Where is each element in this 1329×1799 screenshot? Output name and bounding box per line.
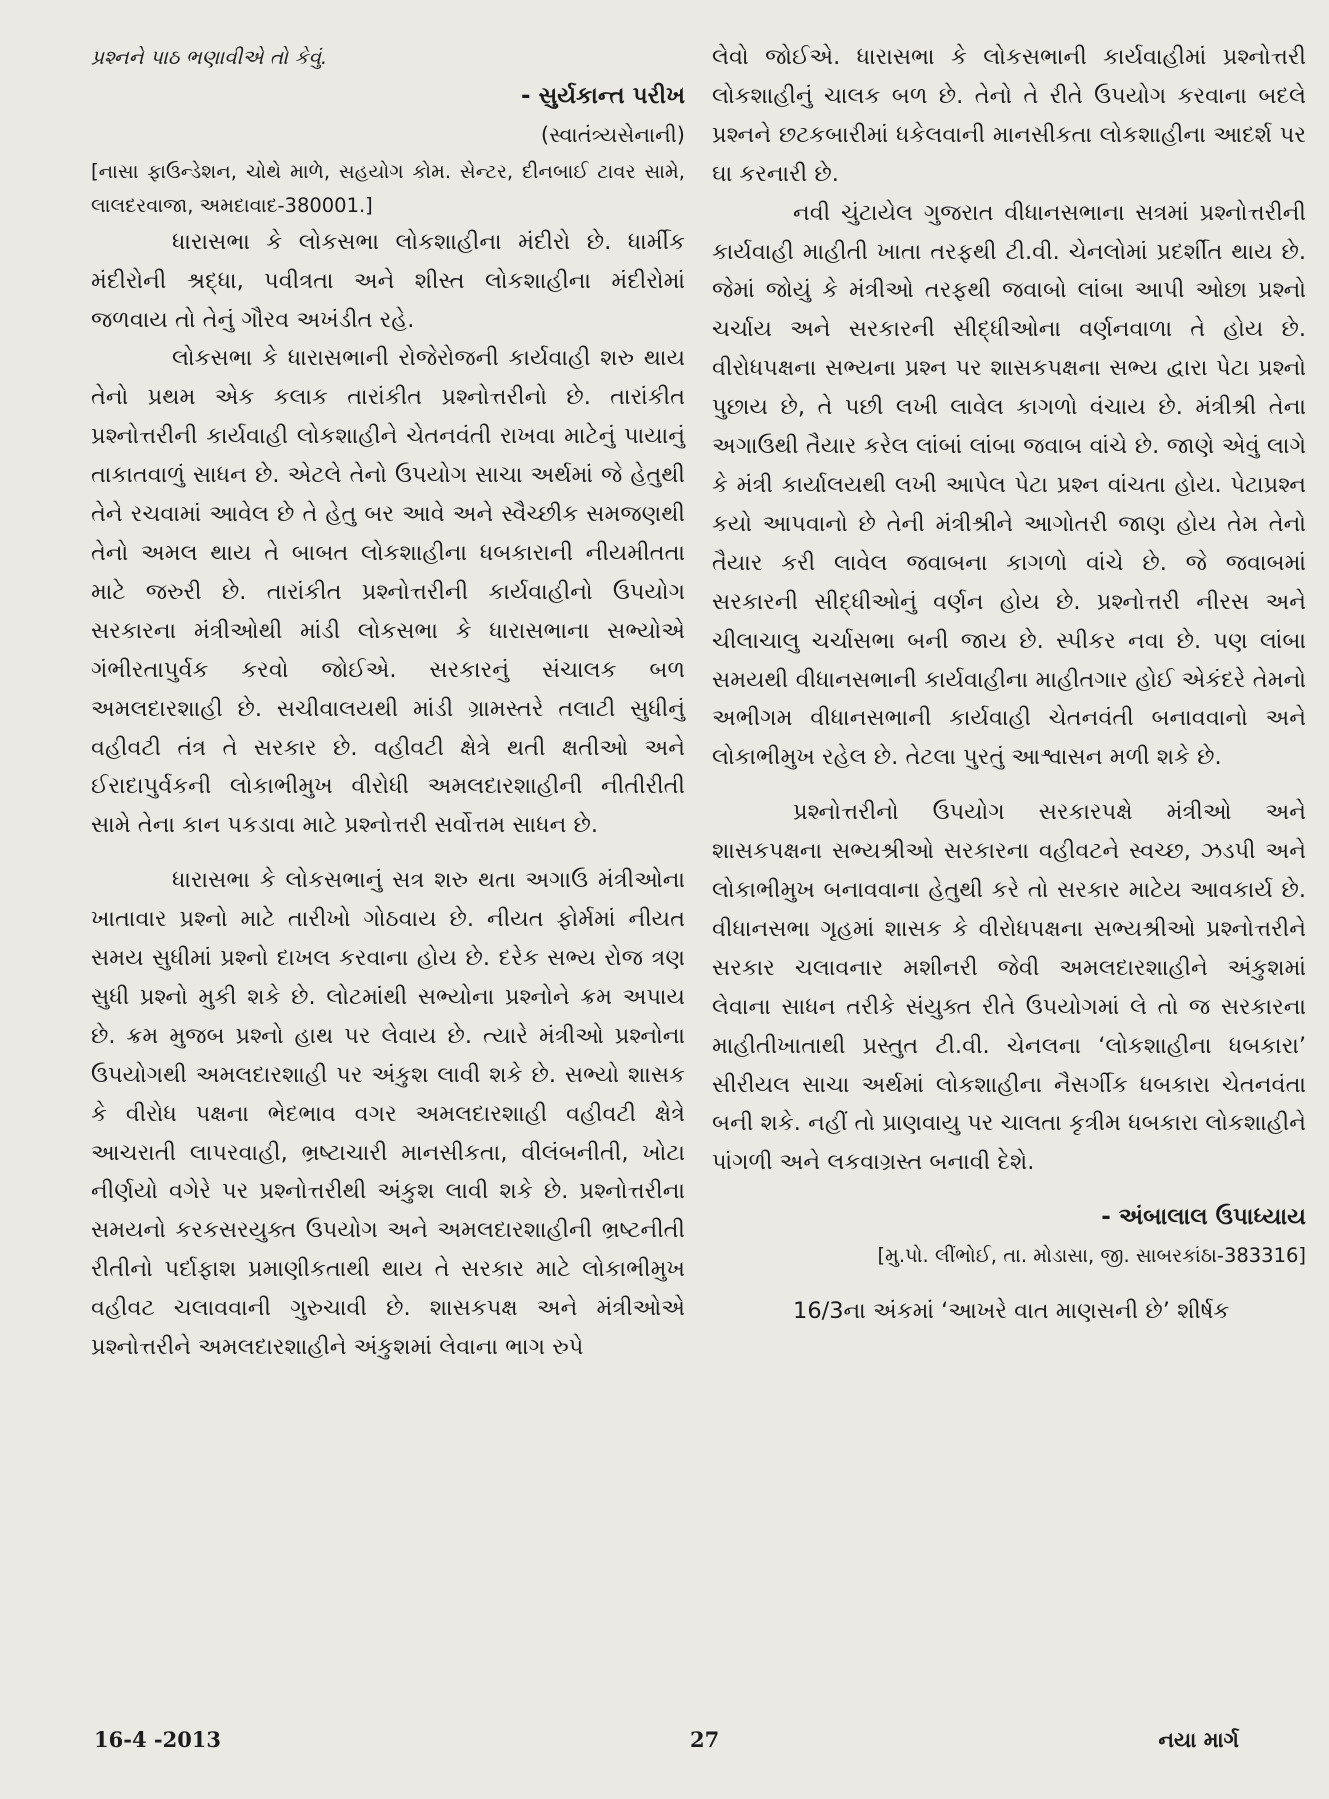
- author-address: [નાસા ફાઉન્ડેશન, ચોથે માળે, સહયોગ કોમ. સેન્ટર, દીનબાઈ ટાવર સામે, લાલદરવાજા, અમદાવાદ-380001.]: [91, 159, 685, 217]
- page-number: 27: [690, 1727, 720, 1752]
- article-paragraph: લોકસભા કે ધારાસભાની રોજેરોજની કાર્યવાહી શરુ થાય તેનો પ્રથમ એક કલાક તારાંકીત પ્રશ્નોત્તરીનો છે. તારાંકીત પ્રશ્નોત્તરીની કાર્યવાહી લોકશાહીને ચેતનવંતી રાખવા માટેનું પાયાનું તાકાતવાળું સાધન છે. એટલે તેનો ઉપયોગ સાચા અર્થમાં જે હેતુથી તેને રચવામાં આવેલ છે તે હેતુ બર આવે અને સ્વૈચ્છીક સમજણથી તેનો અમલ થાય તે બાબત લોકશાહીના ધબકારાની નીયમીતતા માટે જરુરી છે. તારાંકીત પ્રશ્નોત્તરીની કાર્યવાહીનો ઉપયોગ સરકારના મંત્રીઓથી માંડી લોકસભા કે ધારાસભાના સભ્યોએ ગંભીરતાપુર્વક કરવો જોઈએ. સરકારનું સંચાલક બળ અમલદારશાહી છે. સચીવાલયથી માંડી ગ્રામસ્તરે તલાટી સુધીનું વહીવટી તંત્ર તે સરકાર છે. વહીવટી ક્ષેત્રે થતી ક્ષતીઓ અને ઈરાદાપુર્વકની લોકાભીમુખ વીરોધી અમલદારશાહીની નીતીરીતી સામે તેના કાન પકડાવા માટે પ્રશ્નોત્તરી સર્વોત્તમ સાધન છે.: [91, 345, 685, 839]
- author-role: (સ્વાતંત્ર્યસેનાની): [540, 122, 685, 147]
- next-letter-start: 16/3ના અંકમાં ‘આખરે વાત માણસની છે’ શીર્ષક: [793, 1298, 1230, 1325]
- article-paragraph: પ્રશ્નોત્તરીનો ઉપયોગ સરકારપક્ષે મંત્રીઓ અને શાસકપક્ષના સભ્યશ્રીઓ સરકારના વહીવટને સ્વચ્છ, ઝડપી અને લોકાભીમુખ બનાવવાના હેતુથી કરે તો સરકાર માટેય આવકાર્ય છે. વીધાનસભા ગૃહમાં શાસક કે વીરોધપક્ષના સભ્યશ્રીઓ પ્રશ્નોત્તરીને સરકાર ચલાવનાર મશીનરી જેવી અમલદારશાહીને અંકુશમાં લેવાના સાધન તરીકે સંયુક્ત રીતે ઉપયોગમાં લે તો જ સરકારના માહીતીખાતાથી પ્રસ્તુત ટી.વી. ચેનલના ‘લોકશાહીના ધબકારા’ સીરીયલ સાચા અર્થમાં લોકશાહીના નૈસર્ગીક ધબકારા ચેતનવંતા બની શકે. નહીં તો પ્રાણવાયુ પર ચાલતા કૃત્રીમ ધબકારા લોકશાહીને પાંગળી અને લકવાગ્રસ્ત બનાવી દેશે.: [712, 799, 1306, 1176]
- author-address: [મુ.પો. લીંભોઈ, તા. મોડાસા, જી. સાબરકાંઠા-383316]: [877, 1244, 1306, 1268]
- left-column: [91, 38, 685, 1367]
- article-paragraph: ધારાસભા કે લોકસભાનું સત્ર શરુ થતા અગાઉ મંત્રીઓના ખાતાવાર પ્રશ્નો માટે તારીખો ગોઠવાય છે. નીયત ફોર્મમાં નીયત સમય સુધીમાં પ્રશ્નો દાખલ કરવાના હોય છે. દરેક સભ્ય રોજ ત્રણ સુધી પ્રશ્નો મુકી શકે છે. લોટમાંથી સભ્યોના પ્રશ્નોને ક્રમ અપાય છે. ક્રમ મુજબ પ્રશ્નો હાથ પર લેવાય છે. ત્યારે મંત્રીઓ પ્રશ્નોના ઉપયોગથી અમલદારશાહી પર અંકુશ લાવી શકે છે. સભ્યો શાસક કે વીરોધ પક્ષના ભેદભાવ વગર અમલદારશાહી વહીવટી ક્ષેત્રે આચરાતી લાપરવાહી, ભ્રષ્ટાચારી માનસીકતા, વીલંબનીતી, ખોટા નીર્ણયો વગેરે પર પ્રશ્નોત્તરીથી અંકુશ લાવી શકે છે. પ્રશ્નોત્તરીના સમયનો કરકસરયુક્ત ઉપયોગ અને અમલદારશાહીની ભ્રષ્ટનીતી રીતીનો પર્દાફાશ પ્રમાણીકતાથી થાય તે સરકાર માટે લોકાભીમુખ વહીવટ ચલાવવાની ગુરુચાવી છે. શાસકપક્ષ અને મંત્રીઓએ પ્રશ્નોત્તરીને અમલદારશાહીને અંકુશમાં લેવાના ભાગ રુપે: [91, 867, 685, 1361]
- issue-date: 16-4 -2013: [94, 1727, 222, 1752]
- magazine-name: નયા માર્ગ: [1158, 1727, 1239, 1752]
- author-signature: - અંબાલાલ ઉપાધ્યાય: [1101, 1204, 1306, 1231]
- right-column: [712, 38, 1306, 1331]
- article-paragraph: લેવો જોઈએ. ધારાસભા કે લોકસભાની કાર્યવાહીમાં પ્રશ્નોત્તરી લોકશાહીનું ચાલક બળ છે. તેનો તે રીતે ઉપયોગ કરવાના બદલે પ્રશ્નને છટકબારીમાં ધકેલવાની માનસીકતા લોકશાહીના આદર્શ પર ઘા કરનારી છે.: [712, 44, 1306, 187]
- author-signature: - સુર્યકાન્ત પરીખ: [521, 82, 685, 109]
- page-footer: [0, 1727, 1329, 1767]
- article-paragraph: ધારાસભા કે લોકસભા લોકશાહીના મંદીરો છે. ધાર્મીક મંદીરોની શ્રદ્ધા, પવીત્રતા અને શીસ્ત લોકશાહીના મંદીરોમાં જળવાય તો તેનું ગૌરવ અખંડીત રહે.: [91, 228, 685, 333]
- article-paragraph: નવી ચુંટાયેલ ગુજરાત વીધાનસભાના સત્રમાં પ્રશ્નોત્તરીની કાર્યવાહી માહીતી ખાતા તરફથી ટી.વી. ચેનલોમાં પ્રદર્શીત થાય છે. જેમાં જોયું કે મંત્રીઓ તરફથી જવાબો લાંબા આપી ઓછા પ્રશ્નો ચર્ચાય અને સરકારની સીદ્ધીઓના વર્ણનવાળા તે હોય છે. વીરોધપક્ષના સભ્યના પ્રશ્ન પર શાસકપક્ષના સભ્ય દ્વારા પેટા પ્રશ્નો પુછાય છે, તે પછી લખી લાવેલ કાગળો વંચાય છે. મંત્રીશ્રી તેના અગાઉથી તૈયાર કરેલ લાંબાં લાંબા જવાબ વાંચે છે. જાણે એવું લાગે કે મંત્રી કાર્યાલયથી લખી આપેલ પેટા પ્રશ્ન વાંચતા હોય. પેટાપ્રશ્ન કયો આપવાનો છે તેની મંત્રીશ્રીને આગોતરી જાણ હોય તેમ તેનો તૈયાર કરી લાવેલ જવાબના કાગળો વાંચે છે. જે જવાબમાં સરકારની સીદ્ધીઓનું વર્ણન હોય છે. પ્રશ્નોત્તરી નીરસ અને ચીલાચાલુ ચર્ચાસભા બની જાય છે. સ્પીકર નવા છે. પણ લાંબા સમયથી વીધાનસભાની કાર્યવાહીના માહીતગાર હોઈ એકંદરે તેમનો અભીગમ વીધાનસભાની કાર્યવાહી ચેતનવંતી બનાવવાનો અને લોકાભીમુખ રહેલ છે. તેટલા પુરતું આશ્વાસન મળી શકે છે.: [712, 199, 1306, 771]
- intro-line: પ્રશ્નને પાઠ ભણાવીએ તો કેવું.: [91, 45, 328, 69]
